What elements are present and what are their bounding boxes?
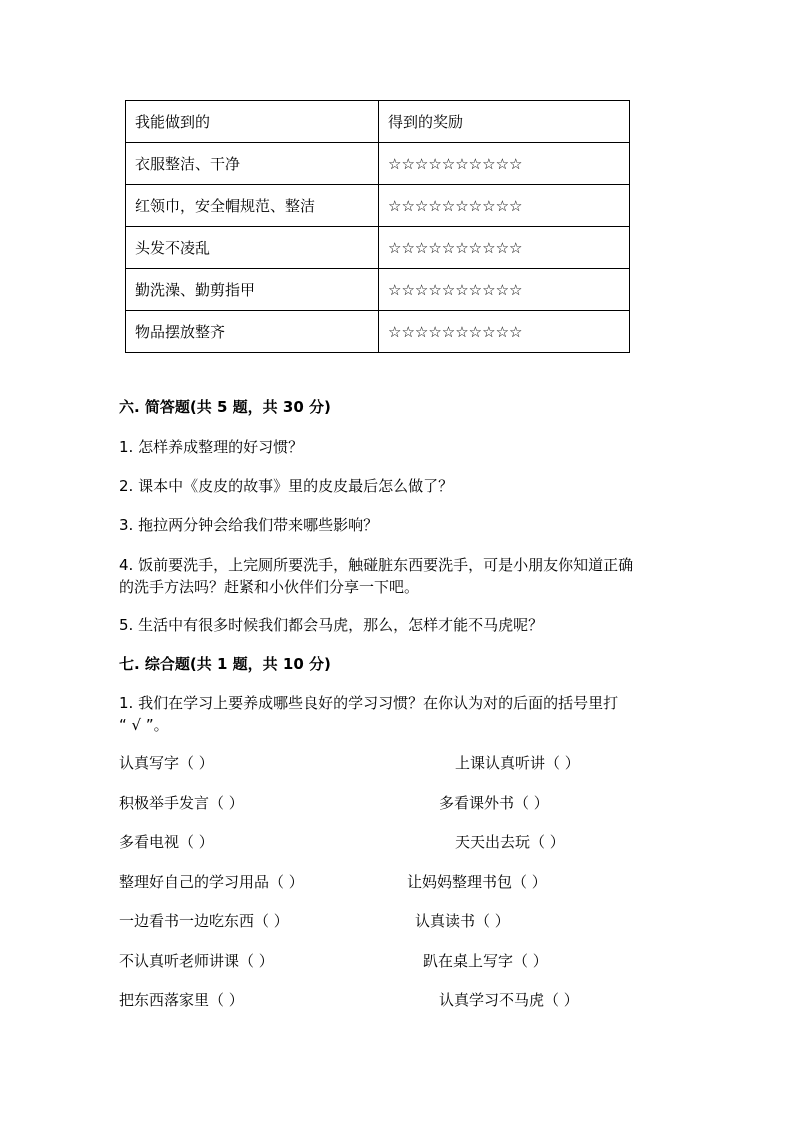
habit-item-right: 趴在桌上写字（ ） [423, 952, 548, 970]
habit-item-right: 上课认真听讲（ ） [455, 754, 580, 772]
section6-title: 六. 简答题(共 5 题，共 30 分) [119, 398, 331, 416]
table-row [126, 311, 630, 353]
row-stars: ☆☆☆☆☆☆☆☆☆☆ [379, 185, 630, 227]
habit-item-left: 不认真听老师讲课（ ） [119, 952, 274, 970]
habit-item-left: 积极举手发言（ ） [119, 794, 244, 812]
question-2: 2. 课本中《皮皮的故事》里的皮皮最后怎么做了？ [119, 477, 454, 495]
comprehensive-question-line2: “ √ ”。 [119, 716, 169, 734]
header-can-do: 我能做到的 [126, 101, 379, 143]
question-5: 5. 生活中有很多时候我们都会马虎，那么，怎样才能不马虎呢？ [119, 616, 544, 634]
row-item: 勤洗澡、勤剪指甲 [126, 269, 379, 311]
row-stars: ☆☆☆☆☆☆☆☆☆☆ [379, 227, 630, 269]
habit-item-left: 多看电视（ ） [119, 833, 214, 851]
reward-table [125, 100, 630, 353]
habit-item-right: 天天出去玩（ ） [455, 833, 565, 851]
habit-item-right: 认真学习不马虎（ ） [439, 991, 579, 1009]
row-item: 头发不凌乱 [126, 227, 379, 269]
row-stars: ☆☆☆☆☆☆☆☆☆☆ [379, 269, 630, 311]
section7-title: 七. 综合题(共 1 题，共 10 分) [119, 655, 331, 673]
table-header-row [126, 101, 630, 143]
habit-item-right: 多看课外书（ ） [439, 794, 549, 812]
table-row [126, 185, 630, 227]
row-item: 衣服整洁、干净 [126, 143, 379, 185]
row-stars: ☆☆☆☆☆☆☆☆☆☆ [379, 311, 630, 353]
table-row [126, 227, 630, 269]
habit-item-left: 一边看书一边吃东西（ ） [119, 912, 289, 930]
row-item: 红领巾，安全帽规范、整洁 [126, 185, 379, 227]
question-4-line1: 4. 饭前要洗手，上完厕所要洗手，触碰脏东西要洗手，可是小朋友你知道正确 [119, 556, 634, 574]
habit-item-left: 把东西落家里（ ） [119, 991, 244, 1009]
row-stars: ☆☆☆☆☆☆☆☆☆☆ [379, 143, 630, 185]
question-4-line2: 的洗手方法吗？赶紧和小伙伴们分享一下吧。 [119, 578, 420, 596]
habit-item-left: 认真写字（ ） [119, 754, 214, 772]
header-reward: 得到的奖励 [379, 101, 630, 143]
table-row [126, 269, 630, 311]
row-item: 物品摆放整齐 [126, 311, 379, 353]
habit-item-right: 认真读书（ ） [415, 912, 510, 930]
question-1: 1. 怎样养成整理的好习惯？ [119, 438, 304, 456]
habit-item-right: 让妈妈整理书包（ ） [407, 873, 547, 891]
table-row [126, 143, 630, 185]
habit-item-left: 整理好自己的学习用品（ ） [119, 873, 304, 891]
comprehensive-question-line1: 1. 我们在学习上要养成哪些良好的学习习惯？在你认为对的后面的括号里打 [119, 694, 619, 712]
question-3: 3. 拖拉两分钟会给我们带来哪些影响？ [119, 516, 379, 534]
